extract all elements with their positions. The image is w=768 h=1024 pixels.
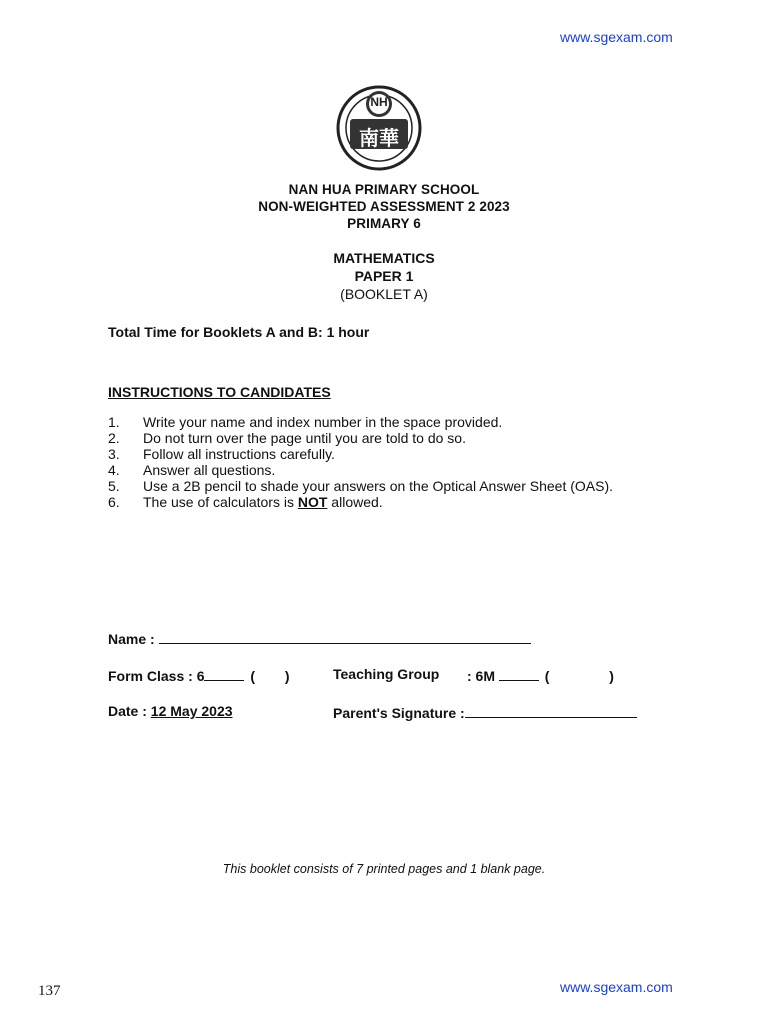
parent-signature-label: Parent's Signature : — [333, 705, 465, 721]
page-number: 137 — [38, 983, 61, 999]
item-number: 2. — [108, 430, 120, 446]
teaching-group-row — [467, 666, 614, 684]
item-text — [143, 494, 383, 510]
item-text: Follow all instructions carefully. — [143, 446, 335, 462]
parent-signature-row — [333, 703, 637, 721]
item-number: 4. — [108, 462, 120, 478]
subject-name: MATHEMATICS — [333, 250, 435, 266]
date-value: 12 May 2023 — [150, 703, 233, 719]
list-item — [108, 446, 668, 462]
logo-initials: NH — [370, 95, 388, 109]
item-number: 1. — [108, 414, 120, 430]
form-class-label: Form Class : 6 — [108, 668, 205, 684]
booklet-label: (BOOKLET A) — [340, 286, 428, 302]
watermark-link-bottom[interactable]: www.sgexam.com — [560, 979, 673, 995]
name-label: Name : — [108, 631, 155, 647]
item-text: Use a 2B pencil to shade your answers on the Optical Answer Sheet (OAS). — [143, 478, 614, 494]
group-open-paren: ( — [544, 668, 550, 684]
index-close-paren: ) — [284, 668, 290, 684]
total-time: Total Time for Booklets A and B: 1 hour — [108, 324, 370, 340]
emphasis-not: NOT — [297, 494, 328, 510]
item-text: Answer all questions. — [143, 462, 276, 478]
instructions-list — [108, 414, 668, 514]
watermark-link-top[interactable]: www.sgexam.com — [560, 29, 673, 45]
logo-chinese-text: 南華 — [359, 126, 399, 150]
item-text-after: allowed. — [327, 494, 383, 510]
school-logo — [336, 85, 422, 171]
item-number: 3. — [108, 446, 120, 462]
page-count-note: This booklet consists of 7 printed pages and 1 blank page. — [222, 862, 546, 876]
assessment-title: NON-WEIGHTED ASSESSMENT 2 2023 — [258, 199, 510, 214]
instructions-heading: INSTRUCTIONS TO CANDIDATES — [108, 384, 331, 400]
list-item — [108, 478, 668, 494]
item-number: 5. — [108, 478, 120, 494]
item-text-before: The use of calculators is — [143, 494, 298, 510]
list-item — [108, 430, 668, 446]
date-label: Date : — [108, 703, 147, 719]
teaching-group-value: : 6M — [467, 668, 495, 684]
item-text: Do not turn over the page until you are told to do so. — [143, 430, 466, 446]
teaching-group-label: Teaching Group — [333, 666, 440, 682]
item-number: 6. — [108, 494, 120, 510]
paper-number: PAPER 1 — [354, 268, 414, 284]
form-class-row — [108, 666, 290, 684]
date-row — [108, 703, 233, 719]
level-title: PRIMARY 6 — [347, 216, 421, 231]
list-item — [108, 414, 668, 430]
list-item — [108, 462, 668, 478]
index-open-paren: ( — [250, 668, 256, 684]
teaching-group-input-line[interactable] — [499, 666, 539, 681]
group-close-paren: ) — [609, 668, 614, 684]
name-input-line[interactable] — [159, 629, 531, 644]
school-name: NAN HUA PRIMARY SCHOOL — [288, 182, 480, 197]
parent-signature-input-line[interactable] — [465, 703, 637, 718]
list-item — [108, 494, 668, 510]
name-field-row — [108, 629, 531, 647]
form-class-input-line[interactable] — [204, 666, 244, 681]
item-text: Write your name and index number in the space provided. — [143, 414, 503, 430]
